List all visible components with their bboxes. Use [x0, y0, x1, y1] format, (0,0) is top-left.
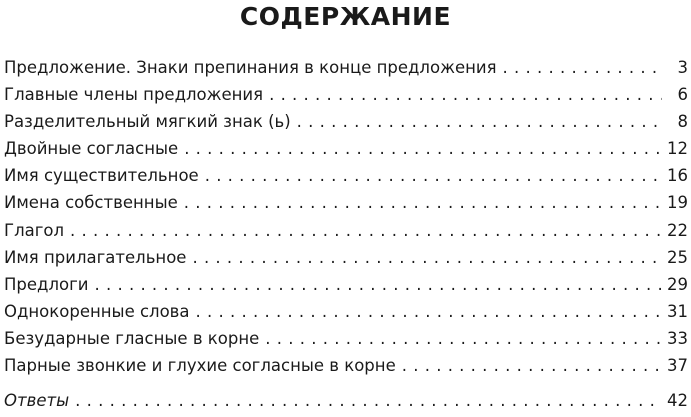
toc-entry[interactable] — [4, 328, 688, 355]
toc-entry-page: 19 — [667, 193, 688, 213]
toc-entry-page: 22 — [667, 220, 688, 240]
toc-entry-label: Имя прилагательное — [4, 247, 187, 267]
dot-leader — [94, 274, 661, 296]
dot-leader — [184, 192, 661, 214]
toc-entry-label: Безударные гласные в корне — [4, 328, 260, 348]
toc-entry-page: 37 — [667, 356, 688, 376]
toc-entry-page: 12 — [667, 139, 688, 159]
toc-entry-label: Двойные согласные — [4, 139, 179, 159]
toc-entry[interactable] — [4, 301, 688, 328]
toc-entry-label: Предложение. Знаки препинания в конце предложения — [4, 58, 497, 77]
dot-leader — [402, 355, 661, 377]
dot-leader — [192, 247, 661, 269]
dot-leader — [205, 165, 661, 187]
toc-entry-label: Ответы — [4, 391, 70, 411]
toc-entry-label: Однокоренные слова — [4, 301, 190, 321]
toc-entry[interactable] — [4, 111, 688, 138]
toc-entry-label: Разделительный мягкий знак (ь) — [4, 112, 291, 132]
toc-entry[interactable] — [4, 355, 688, 382]
toc-entry-page: 25 — [667, 247, 688, 267]
toc-entry[interactable] — [4, 138, 688, 165]
dot-leader — [503, 57, 662, 79]
toc-entry-answers[interactable] — [4, 390, 688, 417]
dot-leader — [297, 111, 662, 133]
dot-leader — [70, 220, 661, 242]
toc-entry-label: Имя существительное — [4, 166, 199, 186]
toc-entry[interactable] — [4, 274, 688, 301]
toc-entry-page: 6 — [677, 85, 688, 105]
toc-entry[interactable] — [4, 84, 688, 111]
toc-entry-page: 16 — [667, 166, 688, 186]
toc-entry[interactable] — [4, 247, 688, 274]
toc-entry[interactable] — [4, 165, 688, 192]
toc-entry-page: 33 — [667, 328, 688, 348]
toc-entry[interactable] — [4, 57, 688, 84]
toc-entry-page: 3 — [677, 58, 688, 77]
dot-leader — [269, 84, 662, 106]
toc-entry-page: 8 — [677, 112, 688, 132]
dot-leader — [196, 301, 661, 323]
toc-entry-label: Парные звонкие и глухие согласные в корне — [4, 356, 396, 376]
toc-entry-page: 29 — [667, 274, 688, 294]
toc-entry-label: Имена собственные — [4, 193, 178, 213]
dot-leader — [75, 390, 661, 412]
dot-leader — [265, 328, 661, 350]
table-of-contents — [4, 57, 688, 417]
toc-entry-page: 31 — [667, 301, 688, 321]
toc-entry[interactable] — [4, 192, 688, 219]
toc-entry[interactable] — [4, 220, 688, 247]
toc-entry-label: Предлоги — [4, 274, 89, 294]
page-title: СОДЕРЖАНИЕ — [239, 2, 452, 31]
toc-entry-page: 42 — [667, 391, 688, 411]
toc-entry-label: Главные члены предложения — [4, 85, 264, 105]
toc-entry-label: Глагол — [4, 220, 65, 240]
dot-leader — [184, 138, 661, 160]
